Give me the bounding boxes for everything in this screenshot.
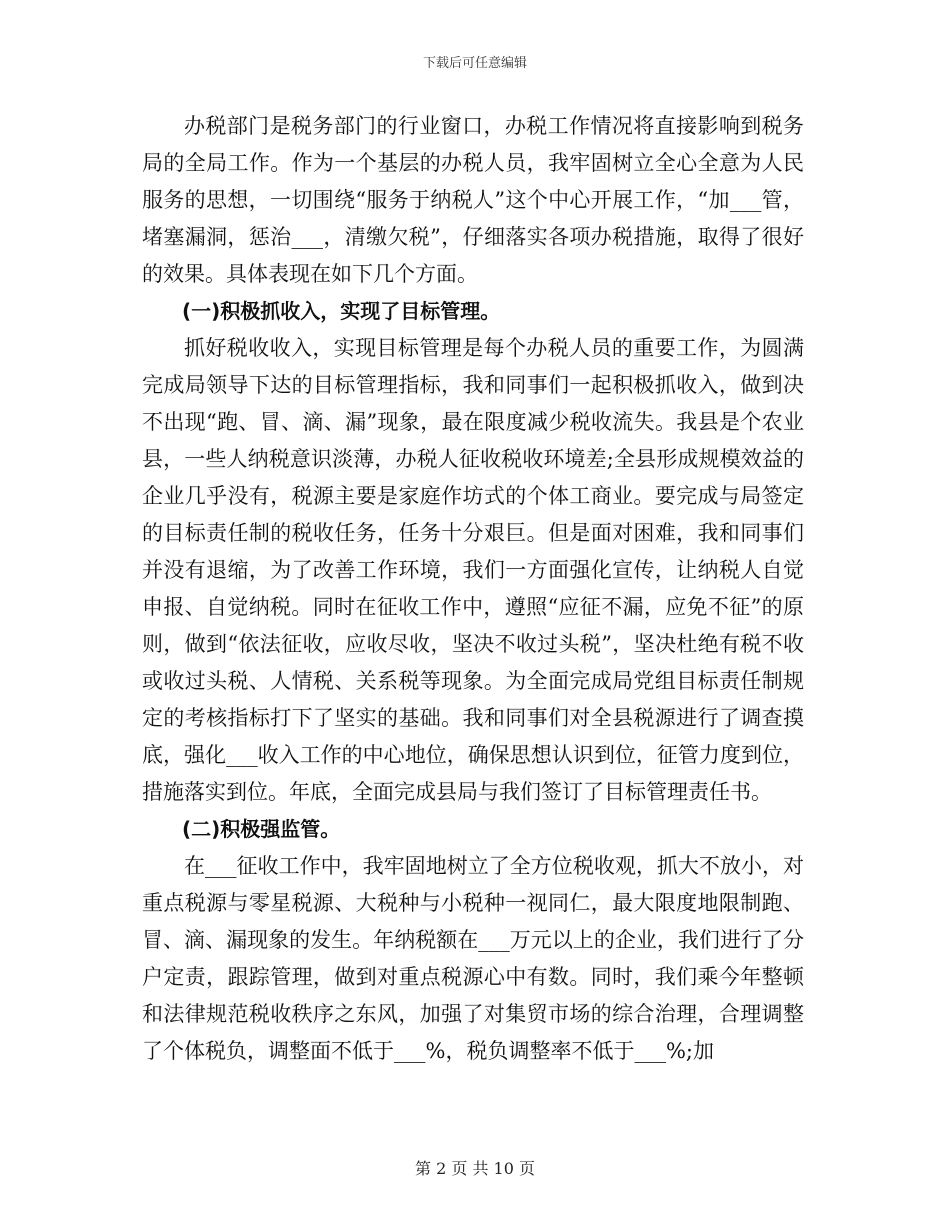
paragraph-section-2: 在___征收工作中，我牢固地树立了全方位税收观，抓大不放小，对重点税源与零星税源、大税种与小税种一视同仁，最大限度地限制跑、冒、滴、漏现象的发生。年纳税额在___万元以上的企业，我们进行了分户定责，跟踪管理，做到对重点税源心中有数。同时，我们乘今年整顿和法律规范税收秩序之东风，加强了对集贸市场的综合治理，合理调整了个体税负，调整面不低于___%，税负调整率不低于___%;加 xyxy=(142,854,804,1063)
paragraph-intro: 办税部门是税务部门的行业窗口，办税工作情况将直接影响到税务局的全局工作。作为一个基层的办税人员，我牢固树立全心全意为人民服务的思想，一切围绕“服务于纳税人”这个中心开展工作，“加___管，堵塞漏洞，惩治___，清缴欠税”，仔细落实各项办税措施，取得了很好的效果。具体表现在如下几个方面。 xyxy=(142,114,804,286)
section-heading-2: (二)积极强监管。 xyxy=(182,817,341,841)
section-heading-1: (一)积极抓收入，实现了目标管理。 xyxy=(182,299,501,323)
page-header: 下载后可任意编辑 xyxy=(422,56,527,71)
page-number: 第 2 页 共 10 页 xyxy=(415,1159,535,1178)
paragraph-section-1: 抓好税收收入，实现目标管理是每个办税人员的重要工作，为圆满完成局领导下达的目标管理指标，我和同事们一起积极抓收入，做到决不出现“跑、冒、滴、漏”现象，最在限度减少税收流失。我县是个农业县，一些人纳税意识淡薄，办税人征收税收环境差;全县形成规模效益的企业几乎没有，税源主要是家庭作坊式的个体工商业。要完成与局签定的目标责任制的税收任务，任务十分艰巨。但是面对困难，我和同事们并没有退缩，为了改善工作环境，我们一方面强化宣传，让纳税人自觉申报、自觉纳税。同时在征收工作中，遵照“应征不漏，应免不征”的原则，做到“依法征收，应收尽收，坚决不收过头税”，坚决杜绝有税不收或收过头税、人情税、关系税等现象。为全面完成局党组目标责任制规定的考核指标打下了坚实的基础。我和同事们对全县税源进行了调查摸底，强化___收入工作的中心地位，确保思想认识到位，征管力度到位，措施落实到位。年底，全面完成县局与我们签订了目标管理责任书。 xyxy=(142,336,804,804)
document-body xyxy=(142,108,804,1070)
